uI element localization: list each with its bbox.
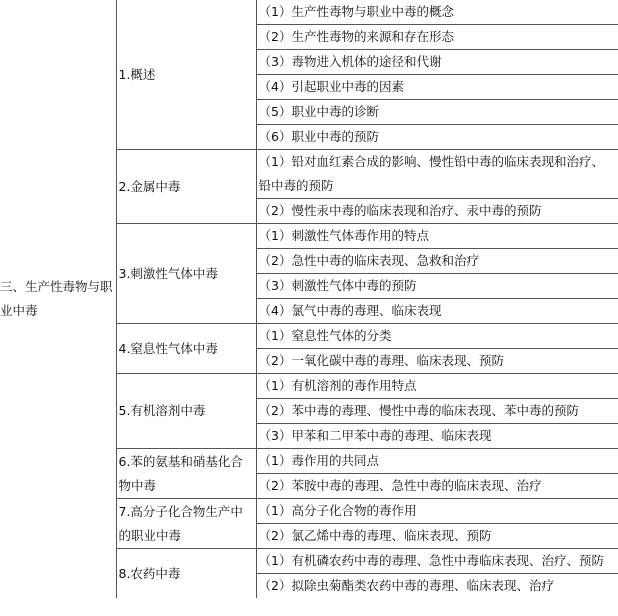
table-row xyxy=(0,0,618,25)
group-title: 8.农药中毒 xyxy=(116,549,256,599)
group-item: （2）慢性汞中毒的临床表现和治疗、汞中毒的预防 xyxy=(256,199,618,224)
group-item: （1）毒作用的共同点 xyxy=(256,449,618,474)
group-item: （1）有机溶剂的毒作用特点 xyxy=(256,374,618,399)
group-item: （3）刺激性气体中毒的预防 xyxy=(256,274,618,299)
group-item: （2）苯中毒的毒理、慢性中毒的临床表现、苯中毒的预防 xyxy=(256,399,618,424)
group-item: （4）引起职业中毒的因素 xyxy=(256,75,618,100)
group-item: （2）急性中毒的临床表现、急救和治疗 xyxy=(256,249,618,274)
group-item: （1）高分子化合物的毒作用 xyxy=(256,499,618,524)
group-title: 5.有机溶剂中毒 xyxy=(116,374,256,449)
group-item: （2）苯胺中毒的毒理、急性中毒的临床表现、治疗 xyxy=(256,474,618,499)
group-item: （2）拟除虫菊酯类农药中毒的毒理、临床表现、治疗 xyxy=(256,574,618,599)
group-item: （1）有机磷农药中毒的毒理、急性中毒临床表现、治疗、预防 xyxy=(256,549,618,574)
group-item: （2）生产性毒物的来源和存在形态 xyxy=(256,25,618,50)
group-title: 7.高分子化合物生产中的职业中毒 xyxy=(116,499,256,549)
group-item: （1）刺激性气体毒作用的特点 xyxy=(256,224,618,249)
group-title: 6.苯的氨基和硝基化合物中毒 xyxy=(116,449,256,499)
section-title: 三、生产性毒物与职业中毒 xyxy=(0,0,116,598)
group-item: （6）职业中毒的预防 xyxy=(256,125,618,150)
group-item: （5）职业中毒的诊断 xyxy=(256,100,618,125)
group-item: （2）氯乙烯中毒的毒理、临床表现、预防 xyxy=(256,524,618,549)
group-item: （1）窒息性气体的分类 xyxy=(256,324,618,349)
group-item: （4）氯气中毒的毒理、临床表现 xyxy=(256,299,618,324)
group-title: 2.金属中毒 xyxy=(116,150,256,224)
group-title: 4.窒息性气体中毒 xyxy=(116,324,256,374)
group-title: 1.概述 xyxy=(116,0,256,150)
group-title: 3.刺激性气体中毒 xyxy=(116,224,256,324)
group-item: （2）一氧化碳中毒的毒理、临床表现、预防 xyxy=(256,349,618,374)
group-item: （3）毒物进入机体的途径和代谢 xyxy=(256,50,618,75)
group-item: （3）甲苯和二甲苯中毒的毒理、临床表现 xyxy=(256,424,618,449)
group-item: （1）生产性毒物与职业中毒的概念 xyxy=(256,0,618,25)
group-item: （1）铅对血红素合成的影响、慢性铅中毒的临床表现和治疗、铅中毒的预防 xyxy=(256,150,618,199)
